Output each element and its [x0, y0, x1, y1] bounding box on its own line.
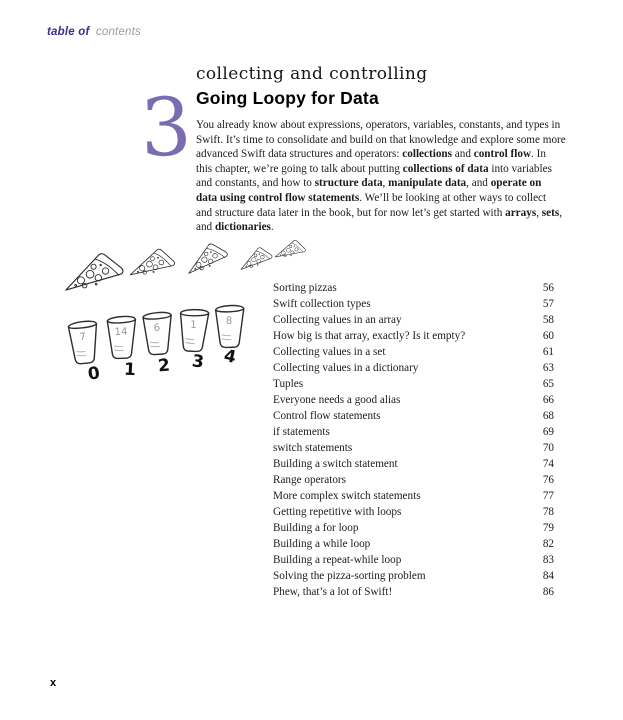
toc-entry-title: Building a switch statement: [273, 458, 398, 470]
toc-entry: [273, 440, 554, 456]
cup-icon: [103, 312, 141, 363]
pizza-slice-icon: [182, 240, 231, 277]
pizza-slice-icon: [238, 245, 275, 271]
toc-entry: [273, 584, 554, 600]
pizza-slice-icon: [61, 249, 127, 296]
toc-entry: [273, 520, 554, 536]
toc-entry: [273, 552, 554, 568]
toc-entry-title: Building a while loop: [273, 538, 371, 550]
toc-entry-title: Everyone needs a good alias: [273, 394, 401, 406]
toc-entry: [273, 360, 554, 376]
cup-icon: [212, 302, 249, 353]
toc-entry: [273, 536, 554, 552]
pizza-slice-icon: [126, 244, 178, 283]
chapter-intro-line: and constants, and how to structure data, manipulate data, and operate on: [196, 177, 542, 190]
toc-entry: [273, 472, 554, 488]
toc-entry: [273, 376, 554, 392]
chapter-intro: [196, 118, 596, 235]
toc-entry-page-number: 68: [542, 410, 554, 422]
svg-text:1: 1: [189, 319, 197, 331]
chapter-intro-line: this chapter, we’re going to talk about putting collections of data into variables: [196, 162, 552, 175]
toc-entry-title: Collecting values in a set: [273, 346, 386, 358]
cup-index-label: 4: [222, 345, 238, 369]
toc-entry-page-number: 58: [542, 314, 554, 326]
toc-entry-title: Getting repetitive with loops: [273, 506, 402, 518]
toc-entry: [273, 296, 554, 312]
toc-entry-title: More complex switch statements: [273, 490, 421, 502]
cup-icon: [175, 305, 213, 356]
toc-entry-title: Sorting pizzas: [273, 282, 337, 294]
toc-entry-page-number: 60: [542, 330, 554, 342]
toc-entry-page-number: 83: [542, 554, 554, 566]
toc-entry: [273, 392, 554, 408]
toc-entry: [273, 408, 554, 424]
toc-entry-page-number: 86: [542, 586, 554, 598]
chapter-intro-line: and structure data later in the book, but for now let’s get started with arrays, sets,: [196, 206, 562, 219]
cup-index-label: 3: [190, 351, 206, 373]
cup-index-label: 2: [157, 355, 171, 377]
running-header: [47, 26, 141, 38]
toc-entry-page-number: 66: [542, 394, 554, 406]
running-header-bold: table of: [47, 26, 90, 38]
chapter-intro-line: Swift. It’s time to consolidate and build on that knowledge and explore some more: [196, 133, 566, 146]
chapter-kicker: collecting and controlling: [196, 64, 428, 84]
toc-entry: [273, 344, 554, 360]
chapter-intro-line: advanced Swift data structures and operators: collections and control flow. In: [196, 148, 546, 161]
toc-entry-page-number: 57: [542, 298, 554, 310]
chapter-title: Going Loopy for Data: [196, 88, 379, 108]
toc-entry-title: How big is that array, exactly? Is it empty?: [273, 330, 466, 342]
svg-text:6: 6: [153, 322, 161, 335]
toc-entry-title: Collecting values in a dictionary: [273, 362, 419, 374]
toc-entry: [273, 456, 554, 472]
toc-entry-title: Tuples: [273, 378, 304, 390]
toc-entry-page-number: 70: [542, 442, 554, 454]
toc-entry-page-number: 76: [542, 474, 554, 486]
toc-entry-title: Range operators: [273, 474, 347, 486]
cup-icon: [139, 308, 178, 360]
toc-entry-page-number: 82: [542, 538, 554, 550]
toc-entry: [273, 488, 554, 504]
toc-entry-title: switch statements: [273, 442, 353, 454]
toc-entry-title: Collecting values in an array: [273, 314, 402, 326]
cup-index-label: 1: [123, 359, 137, 381]
pizza-slice-icon: [273, 236, 309, 263]
toc-entry: [273, 424, 554, 440]
chapter-intro-line: data using control flow statements. We’ll be looking at other ways to collect: [196, 191, 547, 204]
toc-entry-title: Swift collection types: [273, 298, 371, 310]
toc-entry-page-number: 77: [542, 490, 554, 502]
cup-icon: [64, 317, 104, 370]
toc-entry: [273, 568, 554, 584]
svg-text:14: 14: [114, 326, 128, 339]
toc-entry-page-number: 65: [542, 378, 554, 390]
cup-index-label: 0: [86, 363, 102, 385]
toc-entry-title: Solving the pizza-sorting problem: [273, 570, 426, 582]
toc-entry-page-number: 79: [542, 522, 554, 534]
footer-page-number: x: [50, 677, 57, 689]
toc-entry-title: Building a for loop: [273, 522, 359, 534]
toc-entry-page-number: 69: [542, 426, 554, 438]
toc-entry-title: Control flow statements: [273, 410, 381, 422]
running-header-light: contents: [95, 26, 141, 38]
toc-entry-page-number: 78: [542, 506, 554, 518]
toc-list: [273, 280, 554, 600]
toc-entry-title: Phew, that’s a lot of Swift!: [273, 586, 393, 598]
toc-entry: [273, 280, 554, 296]
toc-entry-page-number: 74: [542, 458, 554, 470]
chapter-intro-line: You already know about expressions, operators, variables, constants, and types in: [196, 119, 561, 131]
svg-text:8: 8: [225, 315, 233, 327]
chapter-intro-line: and dictionaries.: [196, 221, 274, 234]
chapter-number: 3: [138, 80, 194, 175]
toc-entry: [273, 328, 554, 344]
toc-entry-page-number: 56: [542, 282, 554, 294]
toc-entry-page-number: 84: [542, 570, 554, 582]
toc-entry-page-number: 61: [542, 346, 554, 358]
toc-entry-title: Building a repeat-while loop: [273, 554, 402, 566]
toc-entry: [273, 312, 554, 328]
toc-entry-page-number: 63: [542, 362, 554, 374]
array-cups-illustration: [66, 300, 266, 395]
svg-text:7: 7: [79, 331, 87, 344]
toc-entry-title: if statements: [273, 426, 330, 438]
toc-entry: [273, 504, 554, 520]
